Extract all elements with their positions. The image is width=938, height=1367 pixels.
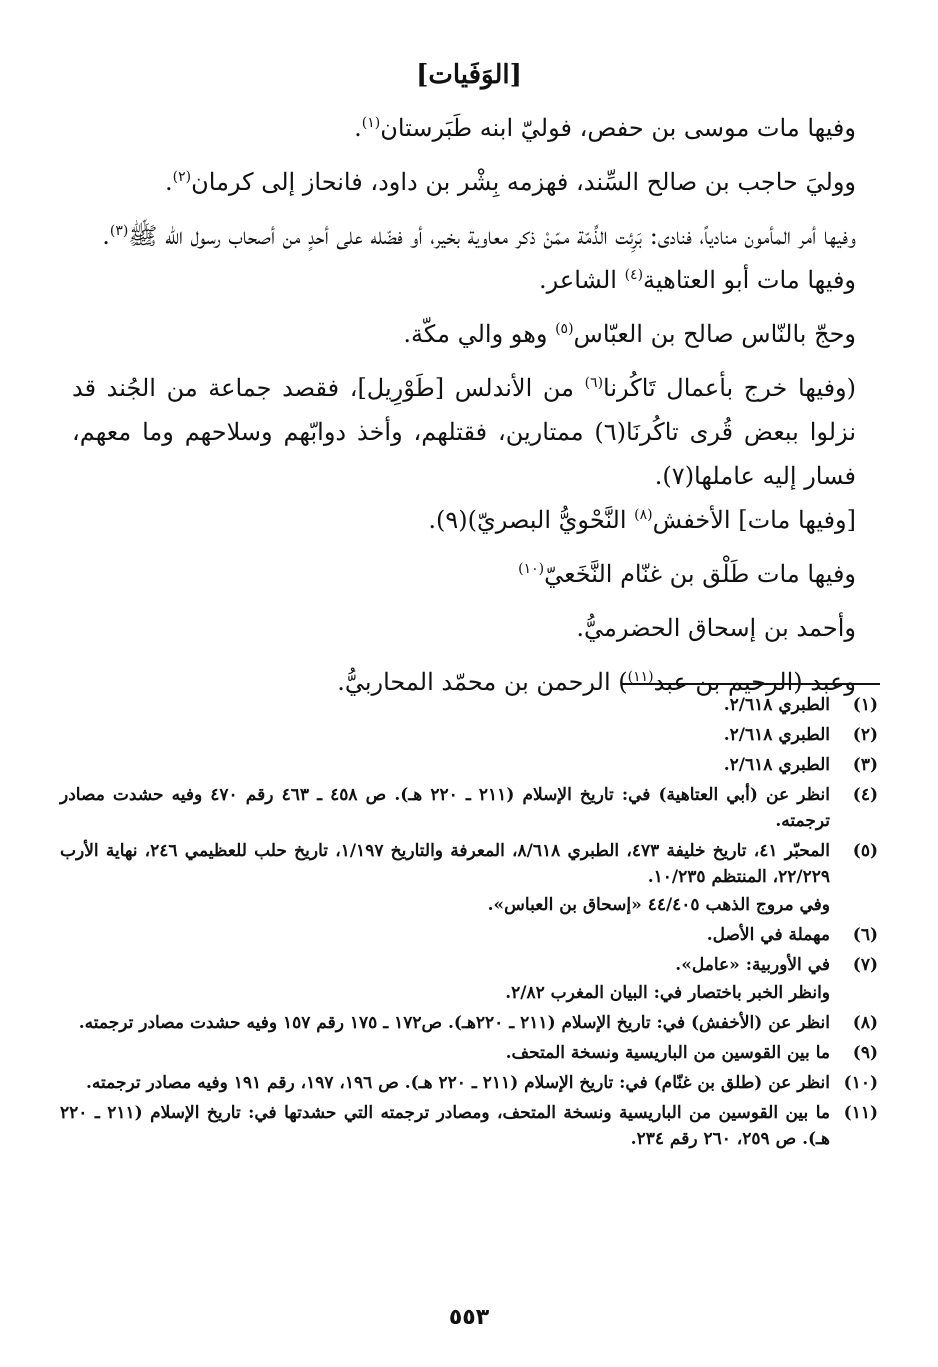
paragraph: [وفيها مات] الأخفش$^{(٨)}$ النَّحْويُّ البصريّ)(٩).: [428, 506, 856, 534]
footnote-number: (٨): [852, 1013, 878, 1033]
footnote-number: (١١): [843, 1103, 878, 1123]
footnote-item: [60, 922, 878, 948]
footnote-text: الطبري ٢/٦١٨.: [723, 725, 830, 745]
footnote-number: (١): [852, 695, 878, 715]
footnote-text: انظر عن (الأخفش) في: تاريخ الإسلام (٢١١ ـ ٢٢٠هـ). ص١٧٢ ـ ١٧٥ رقم ١٥٧ وفيه حشدت مصادر ترجمته.: [78, 1013, 830, 1033]
footnote-number: (٣): [852, 755, 878, 775]
footnote-ref[interactable]: (٥): [555, 321, 574, 337]
footnote-item: [60, 838, 878, 890]
footnote-item: [60, 952, 878, 978]
paragraph: وفيها مات طَلْق بن غنّام النَّخَعيّ$^{(١٠)}$: [518, 560, 856, 588]
footnote-ref[interactable]: (٢): [172, 169, 192, 185]
footnote-text: الطبري ٢/٦١٨.: [723, 755, 830, 775]
footnote-ref[interactable]: (١): [361, 115, 381, 131]
footnote-number: (٩): [852, 1043, 878, 1063]
footnote-text: في الأوربية: «عامل».: [675, 955, 830, 975]
footnote-item: [60, 1100, 878, 1152]
footnote-item: [60, 1010, 878, 1036]
footnote-text: انظر عن (أبي العتاهية) في: تاريخ الإسلام (٢١١ ـ ٢٢٠ هـ). ص ٤٥٨ ـ ٤٦٣ رقم ٤٧٠ وفيه حشدت مصادر ترجمته.: [60, 785, 830, 831]
paragraph: ووليَ حاجب بن صالح السِّند، فهزمه بِشْر بن داود، فانحاز إلى كرمان$^{(٢)}$.: [165, 168, 856, 196]
footnote-item: [60, 1070, 878, 1096]
footnote-item: [60, 1040, 878, 1066]
paragraph: وفيها أمر المأمون منادياً، فنادى: بَرِئت الذِّمّة ممّنْ ذكر معاوية بخير، أو فضّله على أحدٍ من أصحاب رسول الله ﷺ$^{(٣)}$.: [102, 222, 856, 250]
paragraph: وعبد (الرحيم بن عبد$^{(١١)}$) الرحمن بن محمّد المحاربيُّ.: [337, 668, 856, 696]
footnote-item: [60, 782, 878, 834]
footnote-ref[interactable]: (١١): [627, 669, 654, 685]
footnote-ref[interactable]: (١٠): [518, 561, 545, 577]
footnote-ref[interactable]: (٦): [584, 375, 604, 391]
footnotes: [60, 692, 878, 1156]
footnote-ref[interactable]: (٤): [624, 267, 644, 283]
main-text: [72, 106, 856, 704]
section-heading: [الوَفَيات]: [416, 60, 522, 90]
footnote-text: الطبري ٢/٦١٨.: [723, 695, 830, 715]
footnote-ref[interactable]: (٨): [634, 507, 653, 523]
footnote-number: (٦): [852, 925, 878, 945]
footnote-text: ما بين القوسين من الباريسية ونسخة المتحف، ومصادر ترجمته التي حشدتها في: تاريخ الإسلام (٢١١ ـ ٢٢٠ هـ). ص ٢٥٩، ٢٦٠ رقم ٢٣٤.: [60, 1103, 830, 1149]
footnote-number: (١٠): [843, 1073, 878, 1093]
footnote-text: المحبّر ٤١، تاريخ خليفة ٤٧٣، الطبري ٨/٦١٨، المعرفة والتاريخ ١/١٩٧، تاريخ حلب للعظيمي ٢٤٦، نهاية الأرب ٢٢/٢٢٩، المنتظم ١٠/٢٣٥.: [60, 841, 830, 887]
footnote-item: [60, 722, 878, 748]
footnote-text: مهملة في الأصل.: [706, 925, 830, 945]
paragraph: (وفيها خرج بأعمال تَاكُرنا$^{(٦)}$ من الأندلس [طَوْرِيل]، فقصد جماعة من الجُند قد نزلوا ببعض قُرى تاكُرنَا(٦) ممتارين، فقتلهم، وأخذ دوابّهم وسلاحهم وما معهم، فسار إليه عاملها(٧).: [72, 374, 857, 490]
paragraph: وفيها مات موسى بن حفص، فوليّ ابنه طَبَرستان$^{(١)}$.: [354, 114, 856, 142]
footnote-text: ما بين القوسين من الباريسية ونسخة المتحف.: [505, 1043, 830, 1063]
paragraph: وأحمد بن إسحاق الحضرميُّ.: [576, 614, 856, 642]
footnote-divider: [622, 683, 880, 685]
footnote-item: [60, 752, 878, 778]
footnote-text: انظر عن (طلق بن غنّام) في: تاريخ الإسلام (٢١١ ـ ٢٢٠ هـ). ص ١٩٦، ١٩٧، رقم ١٩١ وفيه مصادر ترجمته.: [85, 1073, 830, 1093]
footnote-number: (٤): [852, 785, 878, 805]
footnote-continuation: وفي مروج الذهب ٤٤/٤٠٥ «إسحاق بن العباس».: [487, 895, 830, 915]
footnote-item: [60, 692, 878, 718]
footnote-number: (٥): [852, 841, 878, 861]
paragraph: وفيها مات أبو العتاهية$^{(٤)}$ الشاعر.: [539, 266, 856, 294]
page-number: ٥٥٣: [448, 1305, 490, 1330]
footnote-number: (٢): [852, 725, 878, 745]
footnote-continuation: وانظر الخبر باختصار في: البيان المغرب ٢/٨٢.: [505, 983, 830, 1003]
paragraph: وحجّ بالنّاس صالح بن العبّاس$^{(٥)}$ وهو والي مكّة.: [403, 320, 856, 348]
footnote-number: (٧): [852, 955, 878, 975]
footnote-ref[interactable]: (٣): [109, 223, 129, 239]
